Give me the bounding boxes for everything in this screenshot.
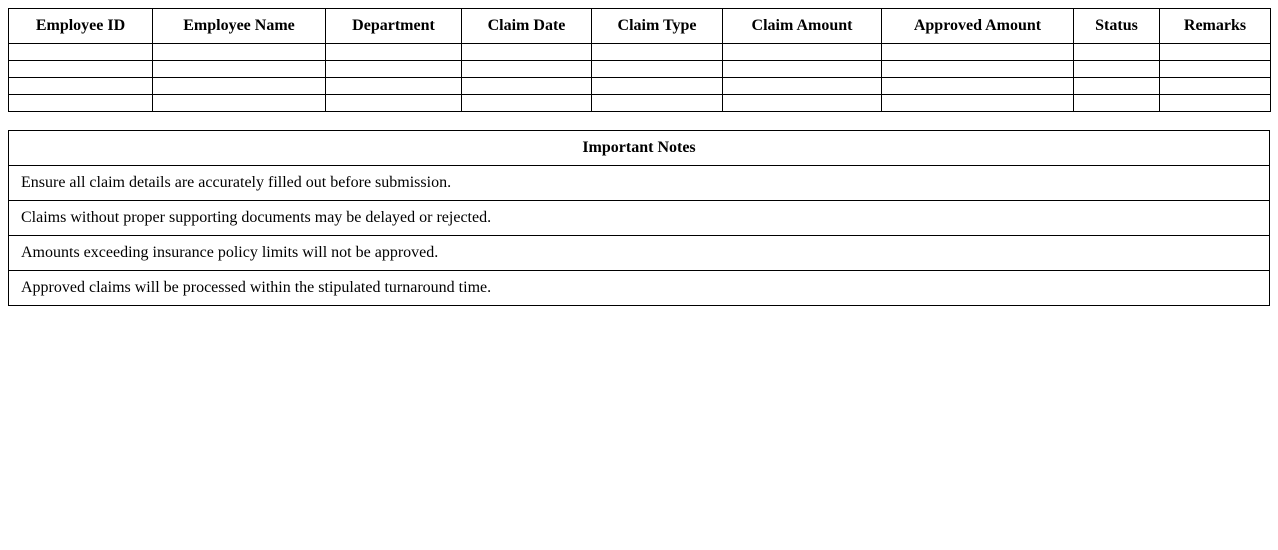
column-header-status: Status [1074,9,1160,44]
cell-claim-amount [723,44,882,61]
column-header-approved-amount: Approved Amount [882,9,1074,44]
cell-claim-type [592,78,723,95]
cell-employee-name [153,44,326,61]
cell-employee-name [153,78,326,95]
cell-status [1074,44,1160,61]
cell-department [326,78,462,95]
note-row [9,271,1270,306]
cell-department [326,95,462,112]
cell-employee-name [153,61,326,78]
column-header-claim-date: Claim Date [462,9,592,44]
cell-claim-type [592,95,723,112]
important-notes-table [8,130,1270,306]
note-row [9,236,1270,271]
note-text: Ensure all claim details are accurately filled out before submission. [9,166,1270,201]
note-text: Amounts exceeding insurance policy limits will not be approved. [9,236,1270,271]
note-text: Approved claims will be processed within the stipulated turnaround time. [9,271,1270,306]
cell-status [1074,78,1160,95]
cell-claim-amount [723,61,882,78]
cell-claim-type [592,44,723,61]
cell-remarks [1160,44,1271,61]
cell-employee-id [9,95,153,112]
note-text: Claims without proper supporting documents may be delayed or rejected. [9,201,1270,236]
cell-remarks [1160,78,1271,95]
cell-approved-amount [882,95,1074,112]
notes-header-row [9,131,1270,166]
note-row [9,166,1270,201]
cell-approved-amount [882,61,1074,78]
cell-employee-id [9,61,153,78]
cell-remarks [1160,95,1271,112]
cell-employee-id [9,78,153,95]
notes-title: Important Notes [9,131,1270,166]
cell-claim-type [592,61,723,78]
cell-employee-name [153,95,326,112]
cell-status [1074,95,1160,112]
table-row [9,44,1271,61]
table-row [9,78,1271,95]
column-header-claim-amount: Claim Amount [723,9,882,44]
cell-status [1074,61,1160,78]
cell-claim-amount [723,95,882,112]
cell-claim-amount [723,78,882,95]
cell-claim-date [462,95,592,112]
cell-department [326,61,462,78]
cell-approved-amount [882,44,1074,61]
table-row [9,95,1271,112]
column-header-department: Department [326,9,462,44]
claims-table [8,8,1271,112]
cell-claim-date [462,44,592,61]
cell-department [326,44,462,61]
cell-claim-date [462,78,592,95]
claims-header-row [9,9,1271,44]
cell-claim-date [462,61,592,78]
column-header-claim-type: Claim Type [592,9,723,44]
cell-remarks [1160,61,1271,78]
note-row [9,201,1270,236]
cell-approved-amount [882,78,1074,95]
table-row [9,61,1271,78]
column-header-remarks: Remarks [1160,9,1271,44]
column-header-employee-id: Employee ID [9,9,153,44]
cell-employee-id [9,44,153,61]
column-header-employee-name: Employee Name [153,9,326,44]
